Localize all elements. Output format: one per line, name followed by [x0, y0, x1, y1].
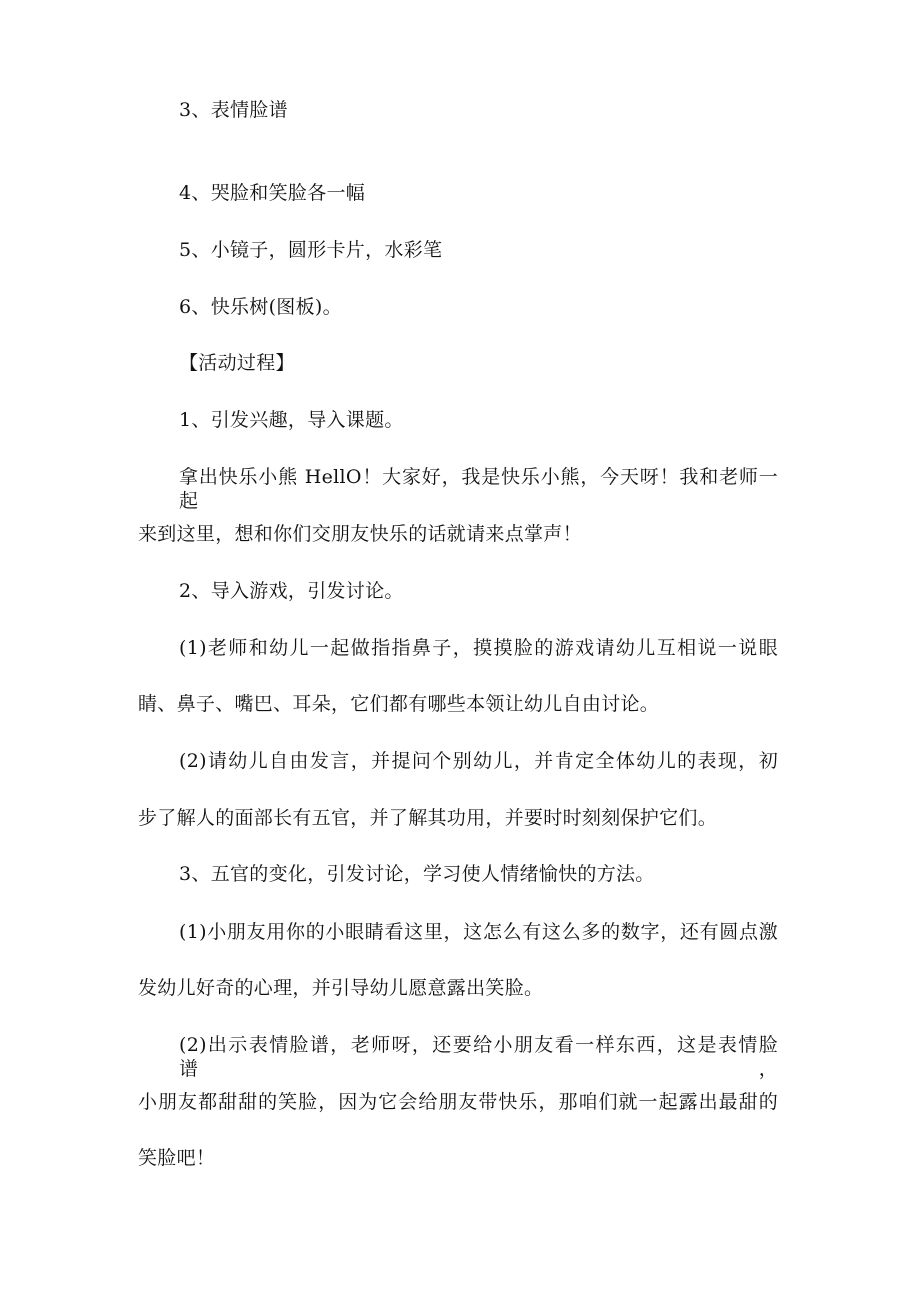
step-2-sub-2-line-1: (2)请幼儿自由发言，并提问个别幼儿，并肯定全体幼儿的表现，初	[179, 750, 778, 772]
material-item-3: 3、表情脸谱	[179, 99, 288, 121]
step-1-paragraph-line-2: 来到这里，想和你们交朋友快乐的话就请来点掌声！	[138, 523, 582, 545]
step-2-sub-1-line-1: (1)老师和幼儿一起做指指鼻子，摸摸脸的游戏请幼儿互相说一说眼	[179, 637, 778, 659]
step-3-sub-2-line-1: (2)出示表情脸谱，老师呀，还要给小朋友看一样东西，这是表情脸谱，	[179, 1034, 778, 1080]
step-2-sub-1-line-2: 睛、鼻子、嘴巴、耳朵，它们都有哪些本领让幼儿自由讨论。	[138, 693, 660, 715]
step-2-title: 2、导入游戏，引发讨论。	[179, 580, 404, 602]
step-3-sub-1-line-2: 发幼儿好奇的心理，并引导幼儿愿意露出笑脸。	[138, 977, 544, 999]
section-heading: 【活动过程】	[179, 352, 295, 374]
step-1-title: 1、引发兴趣，导入课题。	[179, 409, 404, 431]
material-item-6: 6、快乐树(图板)。	[179, 296, 342, 318]
material-item-5: 5、小镜子，圆形卡片，水彩笔	[179, 239, 443, 261]
step-2-sub-2-line-2: 步了解人的面部长有五官，并了解其功用，并要时时刻刻保护它们。	[138, 807, 718, 829]
material-item-4: 4、哭脸和笑脸各一幅	[179, 182, 366, 204]
step-3-sub-2-line-2: 小朋友都甜甜的笑脸，因为它会给朋友带快乐，那咱们就一起露出最甜的	[138, 1091, 778, 1113]
step-3-sub-1-line-1: (1)小朋友用你的小眼睛看这里，这怎么有这么多的数字，还有圆点激	[179, 921, 778, 943]
step-1-paragraph-line-1: 拿出快乐小熊 HellO！大家好，我是快乐小熊，今天呀！我和老师一起	[179, 466, 778, 512]
step-3-title: 3、五官的变化，引发讨论，学习使人情绪愉快的方法。	[179, 863, 655, 885]
step-3-sub-2-line-3: 笑脸吧！	[138, 1147, 216, 1169]
